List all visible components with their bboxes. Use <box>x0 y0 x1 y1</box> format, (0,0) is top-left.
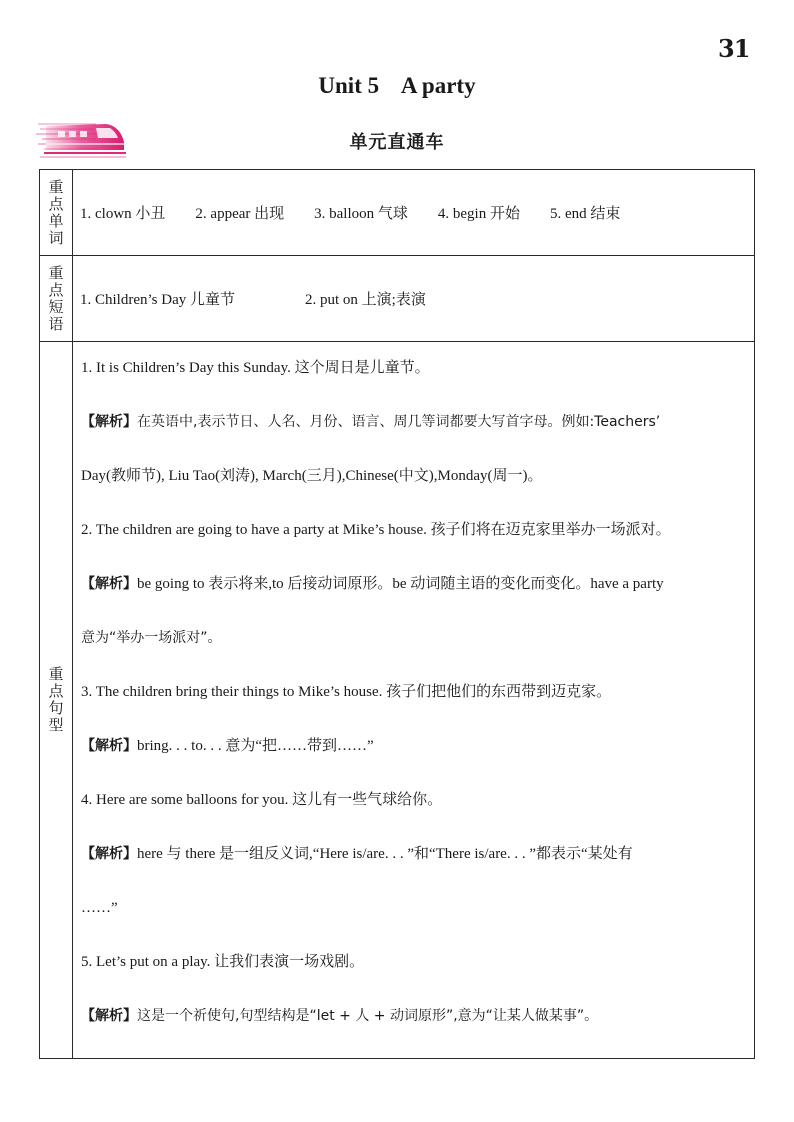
sentence-line: 3. The children bring their things to Mike’s house. 孩子们把他们的东西带到迈克家。 <box>81 684 612 700</box>
page-number: 31 <box>718 34 750 63</box>
sentences-content <box>73 342 755 1059</box>
row-label-sentences: 重 点 句 型 <box>40 342 73 1059</box>
analysis-tag: 【解析】 <box>81 846 137 862</box>
word-item: 4. begin 开始 <box>437 206 520 222</box>
analysis-tag: 【解析】 <box>81 738 137 754</box>
phrase-item: 2. put on 上演;表演 <box>305 292 426 308</box>
sentence-line: 1. It is Children’s Day this Sunday. 这个周日是儿童节。 <box>81 360 430 376</box>
analysis-line: 【解析】be going to 表示将来,to 后接动词原形。be 动词随主语的变化而变化。have a party <box>81 576 664 592</box>
section-title: 单元直通车 <box>349 132 445 153</box>
analysis-line: 【解析】这是一个祈使句,句型结构是“let + 人 + 动词原形”,意为“让某人做某事”。 <box>81 1008 599 1024</box>
sentence-line: 2. The children are going to have a party at Mike’s house. 孩子们将在迈克家里举办一场派对。 <box>81 522 671 538</box>
analysis-tag: 【解析】 <box>81 1008 137 1024</box>
row-label-words: 重 点 单 词 <box>40 170 73 256</box>
sentence-line: 5. Let’s put on a play. 让我们表演一场戏剧。 <box>81 954 365 970</box>
phrase-item: 1. Children’s Day 儿童节 <box>80 292 235 308</box>
analysis-tag: 【解析】 <box>81 576 137 592</box>
phrases-row <box>40 256 755 342</box>
sentences-row <box>40 342 755 1059</box>
word-item: 5. end 结束 <box>549 206 621 222</box>
words-content <box>73 170 755 256</box>
word-item: 1. clown 小丑 <box>80 206 166 222</box>
sentence-line: 4. Here are some balloons for you. 这儿有一些气球给你。 <box>81 792 443 808</box>
word-item: 2. appear 出现 <box>195 206 285 222</box>
unit-title: Unit 5 A party <box>318 73 476 98</box>
sentence-line: Day(教师节), Liu Tao(刘涛), March(三月),Chinese(中文),Monday(周一)。 <box>81 468 543 484</box>
sentence-line: ……” <box>81 900 118 916</box>
summary-table <box>39 169 755 1059</box>
analysis-line: 【解析】here 与 there 是一组反义词,“Here is/are. . . ”和“There is/are. . . ”都表示“某处有 <box>81 846 633 862</box>
words-row <box>40 170 755 256</box>
word-item: 3. balloon 气球 <box>314 206 408 222</box>
analysis-tag: 【解析】 <box>81 414 137 430</box>
analysis-line: 【解析】在英语中,表示节日、人名、月份、语言、周几等词都要大写首字母。例如:Teachers’ <box>81 414 661 430</box>
phrases-content <box>73 256 755 342</box>
sentence-line: 意为“举办一场派对”。 <box>81 630 222 646</box>
row-label-phrases: 重 点 短 语 <box>40 256 73 342</box>
analysis-line: 【解析】bring. . . to. . . 意为“把……带到……” <box>81 738 374 754</box>
